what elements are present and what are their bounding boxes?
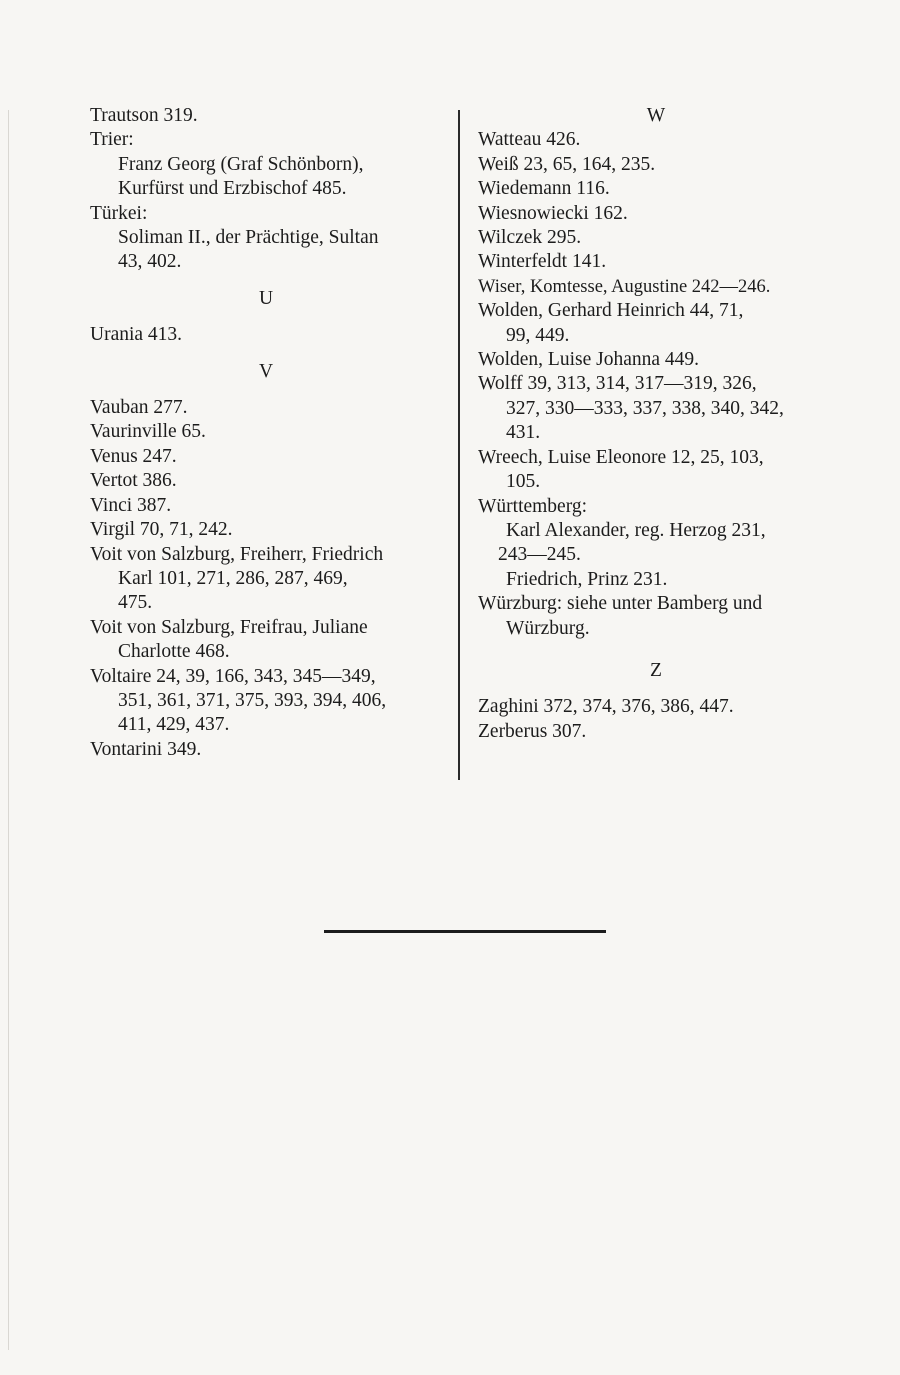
- index-entry-vinci: Vinci 387.: [90, 494, 172, 516]
- end-rule: [324, 930, 606, 933]
- index-entry-watteau: Watteau 426.: [478, 129, 581, 151]
- index-entry-wolden-gerhard: Wolden, Gerhard Heinrich 44, 71,: [478, 300, 744, 322]
- index-subentry-wuerttemberg-friedrich: Friedrich, Prinz 231.: [506, 568, 668, 590]
- index-entry-wuerttemberg: Württemberg:: [478, 495, 588, 517]
- index-subentry-trier-kurfuerst: Kurfürst und Erzbischof 485.: [118, 178, 347, 200]
- section-heading-w: W: [646, 105, 666, 126]
- index-entry-zaghini: Zaghini 372, 374, 376, 386, 447.: [478, 696, 734, 718]
- index-entry-winterfeldt: Winterfeldt 141.: [478, 251, 607, 273]
- index-entry-wolden-luise: Wolden, Luise Johanna 449.: [478, 349, 700, 371]
- index-entry-voit-freiherr-cont: Karl 101, 271, 286, 287, 469,: [118, 567, 348, 589]
- index-entry-trautson: Trautson 319.: [90, 105, 198, 126]
- index-entry-wilczek: Wilczek 295.: [478, 227, 582, 249]
- index-entry-voit-freifrau: Voit von Salzburg, Freifrau, Juliane: [90, 616, 368, 638]
- index-entry-wiser: Wiser, Komtesse, Augustine 242—246.: [478, 276, 771, 297]
- index-subentry-tuerkei-pages: 43, 402.: [118, 251, 182, 273]
- index-entry-venus: Venus 247.: [90, 445, 177, 467]
- index-subentry-wuerttemberg-karl-pages: 243—245.: [498, 544, 581, 566]
- index-entry-wolff: Wolff 39, 313, 314, 317—319, 326,: [478, 373, 757, 395]
- index-entry-wolden-gerhard-cont: 99, 449.: [506, 324, 570, 346]
- index-entry-voit-freifrau-cont: Charlotte 468.: [118, 641, 230, 663]
- index-entry-trier: Trier:: [90, 129, 134, 151]
- index-entry-zerberus: Zerberus 307.: [478, 720, 587, 742]
- index-subentry-tuerkei-soliman: Soliman II., der Prächtige, Sultan: [118, 227, 379, 249]
- section-heading-u: U: [258, 287, 274, 309]
- index-entry-wolff-cont: 327, 330—333, 337, 338, 340, 342,: [506, 397, 784, 419]
- index-subentry-trier-franz-georg: Franz Georg (Graf Schönborn),: [118, 153, 364, 175]
- index-entry-wreech-cont: 105.: [506, 471, 541, 493]
- section-heading-v: V: [258, 360, 274, 382]
- index-entry-voltaire-cont: 411, 429, 437.: [118, 714, 230, 736]
- index-entry-tuerkei: Türkei:: [90, 202, 148, 224]
- index-subentry-wuerttemberg-karl: Karl Alexander, reg. Herzog 231,: [506, 519, 766, 541]
- index-entry-weiss: Weiß 23, 65, 164, 235.: [478, 153, 656, 175]
- index-entry-wolff-cont: 431.: [506, 422, 541, 444]
- section-heading-z: Z: [650, 659, 662, 681]
- index-entry-voltaire: Voltaire 24, 39, 166, 343, 345—349,: [90, 665, 376, 687]
- index-entry-voit-freiherr-cont: 475.: [118, 592, 153, 614]
- column-divider: [458, 110, 460, 780]
- index-entry-urania: Urania 413.: [90, 324, 183, 346]
- index-entry-wreech: Wreech, Luise Eleonore 12, 25, 103,: [478, 446, 764, 468]
- index-column-right: [478, 104, 834, 744]
- index-entry-vertot: Vertot 386.: [90, 470, 177, 492]
- index-entry-voit-freiherr: Voit von Salzburg, Freiherr, Friedrich: [90, 543, 384, 565]
- index-column-left: [90, 104, 442, 762]
- index-entry-wuerzburg-cont: Würzburg.: [506, 617, 590, 639]
- index-entry-vaurinville: Vaurinville 65.: [90, 421, 206, 443]
- index-entry-voltaire-cont: 351, 361, 371, 375, 393, 394, 406,: [118, 689, 387, 711]
- index-entry-wiesnowiecki: Wiesnowiecki 162.: [478, 202, 628, 224]
- index-entry-vauban: Vauban 277.: [90, 397, 188, 419]
- index-entry-virgil: Virgil 70, 71, 242.: [90, 519, 233, 541]
- page-edge-shadow: [8, 110, 9, 1350]
- index-entry-wuerzburg: Würzburg: siehe unter Bamberg und: [478, 593, 763, 615]
- index-entry-vontarini: Vontarini 349.: [90, 738, 202, 760]
- index-entry-wiedemann: Wiedemann 116.: [478, 178, 610, 200]
